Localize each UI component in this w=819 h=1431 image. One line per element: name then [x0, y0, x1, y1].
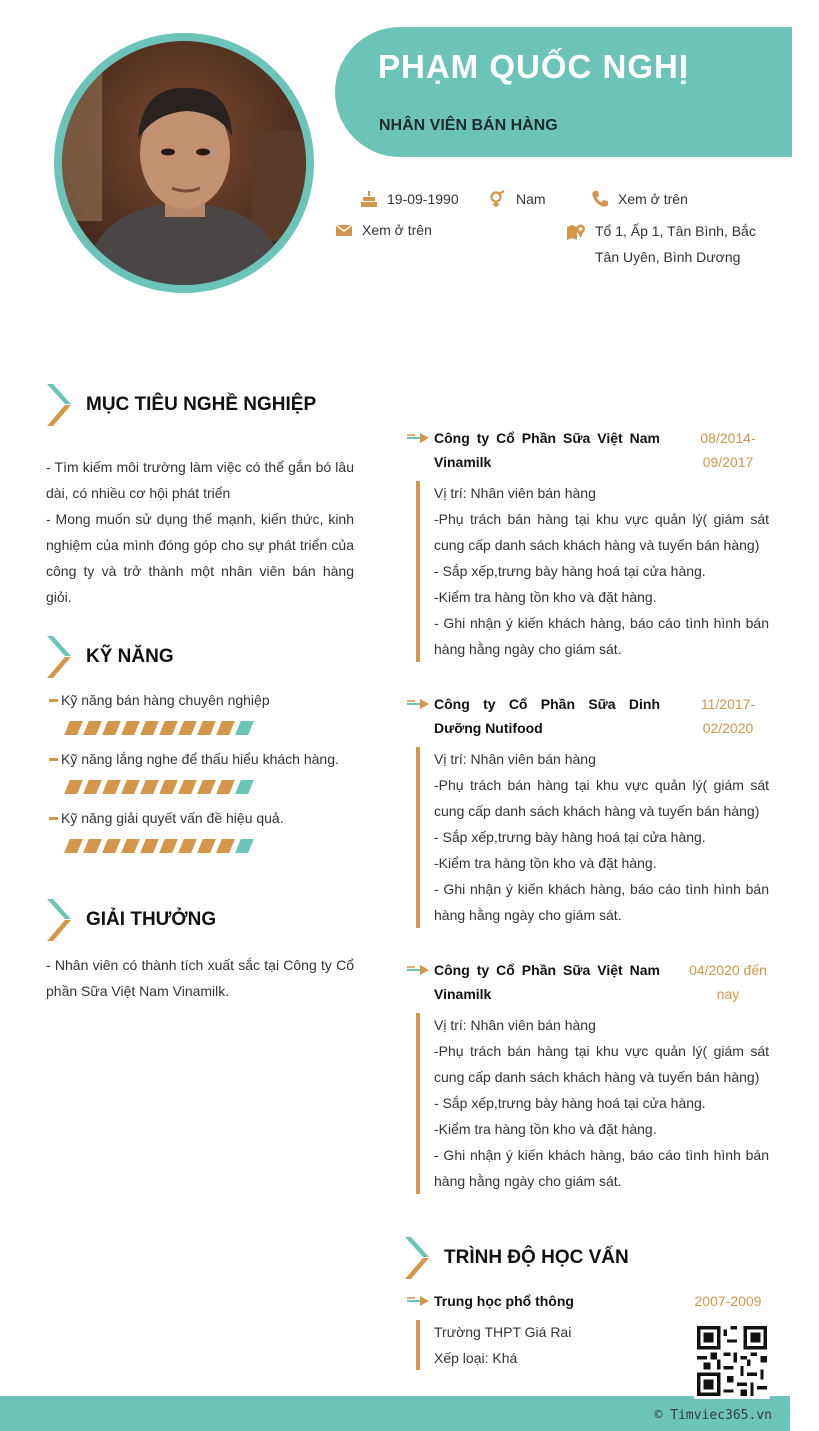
- education-level: Trung học phổ thông: [434, 1293, 574, 1309]
- profile-photo: [62, 41, 306, 285]
- skill-rating-segment: [197, 780, 216, 794]
- timeline-line: [416, 1013, 420, 1194]
- skill-rating-segment: [235, 780, 254, 794]
- skill-rating-segment: [121, 780, 140, 794]
- skill-rating-segment: [197, 721, 216, 735]
- section-chevron-icon: [47, 636, 73, 678]
- timeline-line: [416, 1320, 420, 1370]
- job-detail-line: Vị trí: Nhân viên bán hàng: [434, 1017, 596, 1033]
- address-value: Tổ 1, Ấp 1, Tân Bình, Bắc Tân Uyên, Bình Dương: [595, 223, 756, 265]
- job-detail-line: -Phụ trách bán hàng tại khu vực quản lý( giám sát cung cấp danh sách khách hàng và tuyến bán hàng): [434, 777, 769, 819]
- timeline-line: [416, 481, 420, 662]
- job-detail-line: -Kiểm tra hàng tồn kho và đặt hàng.: [434, 589, 657, 605]
- skill-rating-segment: [121, 839, 140, 853]
- skill-rating-segment: [83, 721, 102, 735]
- skill-rating-segment: [83, 780, 102, 794]
- job-detail-line: - Ghi nhận ý kiến khách hàng, báo cáo tình hình bán hàng hằng ngày cho giám sát.: [434, 881, 769, 923]
- skill-rating-bar: [67, 780, 251, 794]
- skill-rating-segment: [178, 839, 197, 853]
- contact-birthday: [360, 190, 459, 208]
- job-date: 11/2017- 02/2020: [700, 696, 756, 736]
- skill-rating-segment: [235, 839, 254, 853]
- skill-label: Kỹ năng giải quyết vấn đề hiệu quả.: [61, 810, 284, 826]
- education-details: [434, 1319, 674, 1371]
- skill-rating-segment: [159, 780, 178, 794]
- skill-rating-segment: [102, 839, 121, 853]
- school-name: Trường THPT Giá Rai: [434, 1324, 572, 1340]
- awards-text: - Nhân viên có thành tích xuất sắc tại Công ty Cổ phần Sữa Việt Nam Vinamilk.: [46, 957, 354, 999]
- skill-rating-segment: [178, 780, 197, 794]
- skill-rating-segment: [159, 839, 178, 853]
- skill-label: Kỹ năng bán hàng chuyên nghiệp: [61, 692, 270, 708]
- job-detail-line: Vị trí: Nhân viên bán hàng: [434, 751, 596, 767]
- skill-rating-segment: [178, 721, 197, 735]
- job-detail-line: - Sắp xếp,trưng bày hàng hoá tại cửa hàng.: [434, 1095, 706, 1111]
- skill-rating-segment: [235, 721, 254, 735]
- arrow-right-icon: [407, 1296, 429, 1306]
- skill-rating-bar: [67, 839, 251, 853]
- footer-credit: © Timviec365.vn: [654, 1408, 772, 1423]
- awards-title: GIẢI THƯỞNG: [86, 909, 217, 930]
- job-detail-line: - Sắp xếp,trưng bày hàng hoá tại cửa hàng.: [434, 829, 706, 845]
- profile-photo-frame: [54, 33, 314, 293]
- candidate-role: NHÂN VIÊN BÁN HÀNG: [379, 117, 558, 134]
- job-date: 08/2014- 09/2017: [700, 430, 756, 470]
- skill-rating-segment: [121, 721, 140, 735]
- contact-phone: [591, 190, 688, 208]
- cake-icon: [360, 190, 378, 208]
- job-detail-line: -Phụ trách bán hàng tại khu vực quản lý( giám sát cung cấp danh sách khách hàng và tuyến bán hàng): [434, 511, 769, 553]
- name-banner: [335, 27, 792, 157]
- skill-rating-segment: [159, 721, 178, 735]
- envelope-icon: [335, 223, 353, 237]
- section-chevron-icon: [47, 384, 73, 426]
- map-pin-icon: [566, 223, 586, 241]
- skill-rating-segment: [64, 780, 83, 794]
- candidate-name: PHẠM QUỐC NGHỊ: [378, 48, 689, 85]
- arrow-right-icon: [407, 699, 429, 709]
- skill-bullet: [49, 817, 58, 820]
- skills-title: KỸ NĂNG: [86, 646, 174, 667]
- timeline-line: [416, 747, 420, 928]
- skill-rating-segment: [140, 839, 159, 853]
- job-company: Công ty Cổ Phần Sữa Việt Nam Vinamilk: [434, 430, 660, 470]
- job-detail-line: - Ghi nhận ý kiến khách hàng, báo cáo tình hình bán hàng hằng ngày cho giám sát.: [434, 615, 769, 657]
- arrow-right-icon: [407, 433, 429, 443]
- job-detail-line: -Kiểm tra hàng tồn kho và đặt hàng.: [434, 1121, 657, 1137]
- skill-rating-segment: [83, 839, 102, 853]
- job-detail-line: Vị trí: Nhân viên bán hàng: [434, 485, 596, 501]
- objective-text: - Tìm kiếm môi trường làm việc có thể gắn bó lâu dài, có nhiều cơ hội phát triển - Mong muốn sử dụng thế mạnh, kiến thức, kinh nghiệm của mình đóng góp cho sự phát triển của công ty và trở thành một nhân viên bán hàng giỏi.: [46, 459, 354, 605]
- job-details: [434, 480, 769, 662]
- section-chevron-icon: [405, 1237, 431, 1279]
- skill-rating-segment: [64, 839, 83, 853]
- skill-rating-segment: [102, 721, 121, 735]
- skill-rating-segment: [64, 721, 83, 735]
- job-company: Công ty Cổ Phần Sữa Việt Nam Vinamilk: [434, 962, 660, 1002]
- contact-gender: [489, 190, 546, 208]
- education-date: 2007-2009: [694, 1293, 762, 1309]
- qr-code: [694, 1323, 770, 1399]
- job-details: [434, 1012, 769, 1194]
- job-date: 04/2020 đến nay: [689, 962, 767, 1002]
- skill-rating-segment: [102, 780, 121, 794]
- job-details: [434, 746, 769, 928]
- skill-rating-segment: [140, 721, 159, 735]
- skill-rating-bar: [67, 721, 251, 735]
- skill-bullet: [49, 699, 58, 702]
- email-value: Xem ở trên: [362, 222, 432, 238]
- gender-icon: [489, 190, 507, 208]
- contact-email: [335, 222, 432, 238]
- skill-label: Kỹ năng lắng nghe để thấu hiểu khách hàng.: [61, 751, 339, 767]
- skill-rating-segment: [216, 721, 235, 735]
- school-grade: Xếp loại: Khá: [434, 1350, 518, 1366]
- contact-address: [566, 222, 781, 270]
- gender-value: Nam: [516, 191, 546, 207]
- skill-rating-segment: [216, 780, 235, 794]
- phone-value: Xem ở trên: [618, 191, 688, 207]
- job-company: Công ty Cổ Phần Sữa Dinh Dưỡng Nutifood: [434, 696, 660, 736]
- job-detail-line: -Phụ trách bán hàng tại khu vực quản lý( giám sát cung cấp danh sách khách hàng và tuyến bán hàng): [434, 1043, 769, 1085]
- skill-rating-segment: [216, 839, 235, 853]
- birthday-value: 19-09-1990: [387, 191, 459, 207]
- job-detail-line: - Sắp xếp,trưng bày hàng hoá tại cửa hàng.: [434, 563, 706, 579]
- education-title: TRÌNH ĐỘ HỌC VẤN: [444, 1247, 629, 1268]
- phone-icon: [591, 190, 609, 208]
- job-detail-line: -Kiểm tra hàng tồn kho và đặt hàng.: [434, 855, 657, 871]
- skill-rating-segment: [197, 839, 216, 853]
- skill-rating-segment: [140, 780, 159, 794]
- objective-title: MỤC TIÊU NGHỀ NGHIỆP: [86, 394, 317, 415]
- section-chevron-icon: [47, 899, 73, 941]
- job-detail-line: - Ghi nhận ý kiến khách hàng, báo cáo tình hình bán hàng hằng ngày cho giám sát.: [434, 1147, 769, 1189]
- arrow-right-icon: [407, 965, 429, 975]
- skill-bullet: [49, 758, 58, 761]
